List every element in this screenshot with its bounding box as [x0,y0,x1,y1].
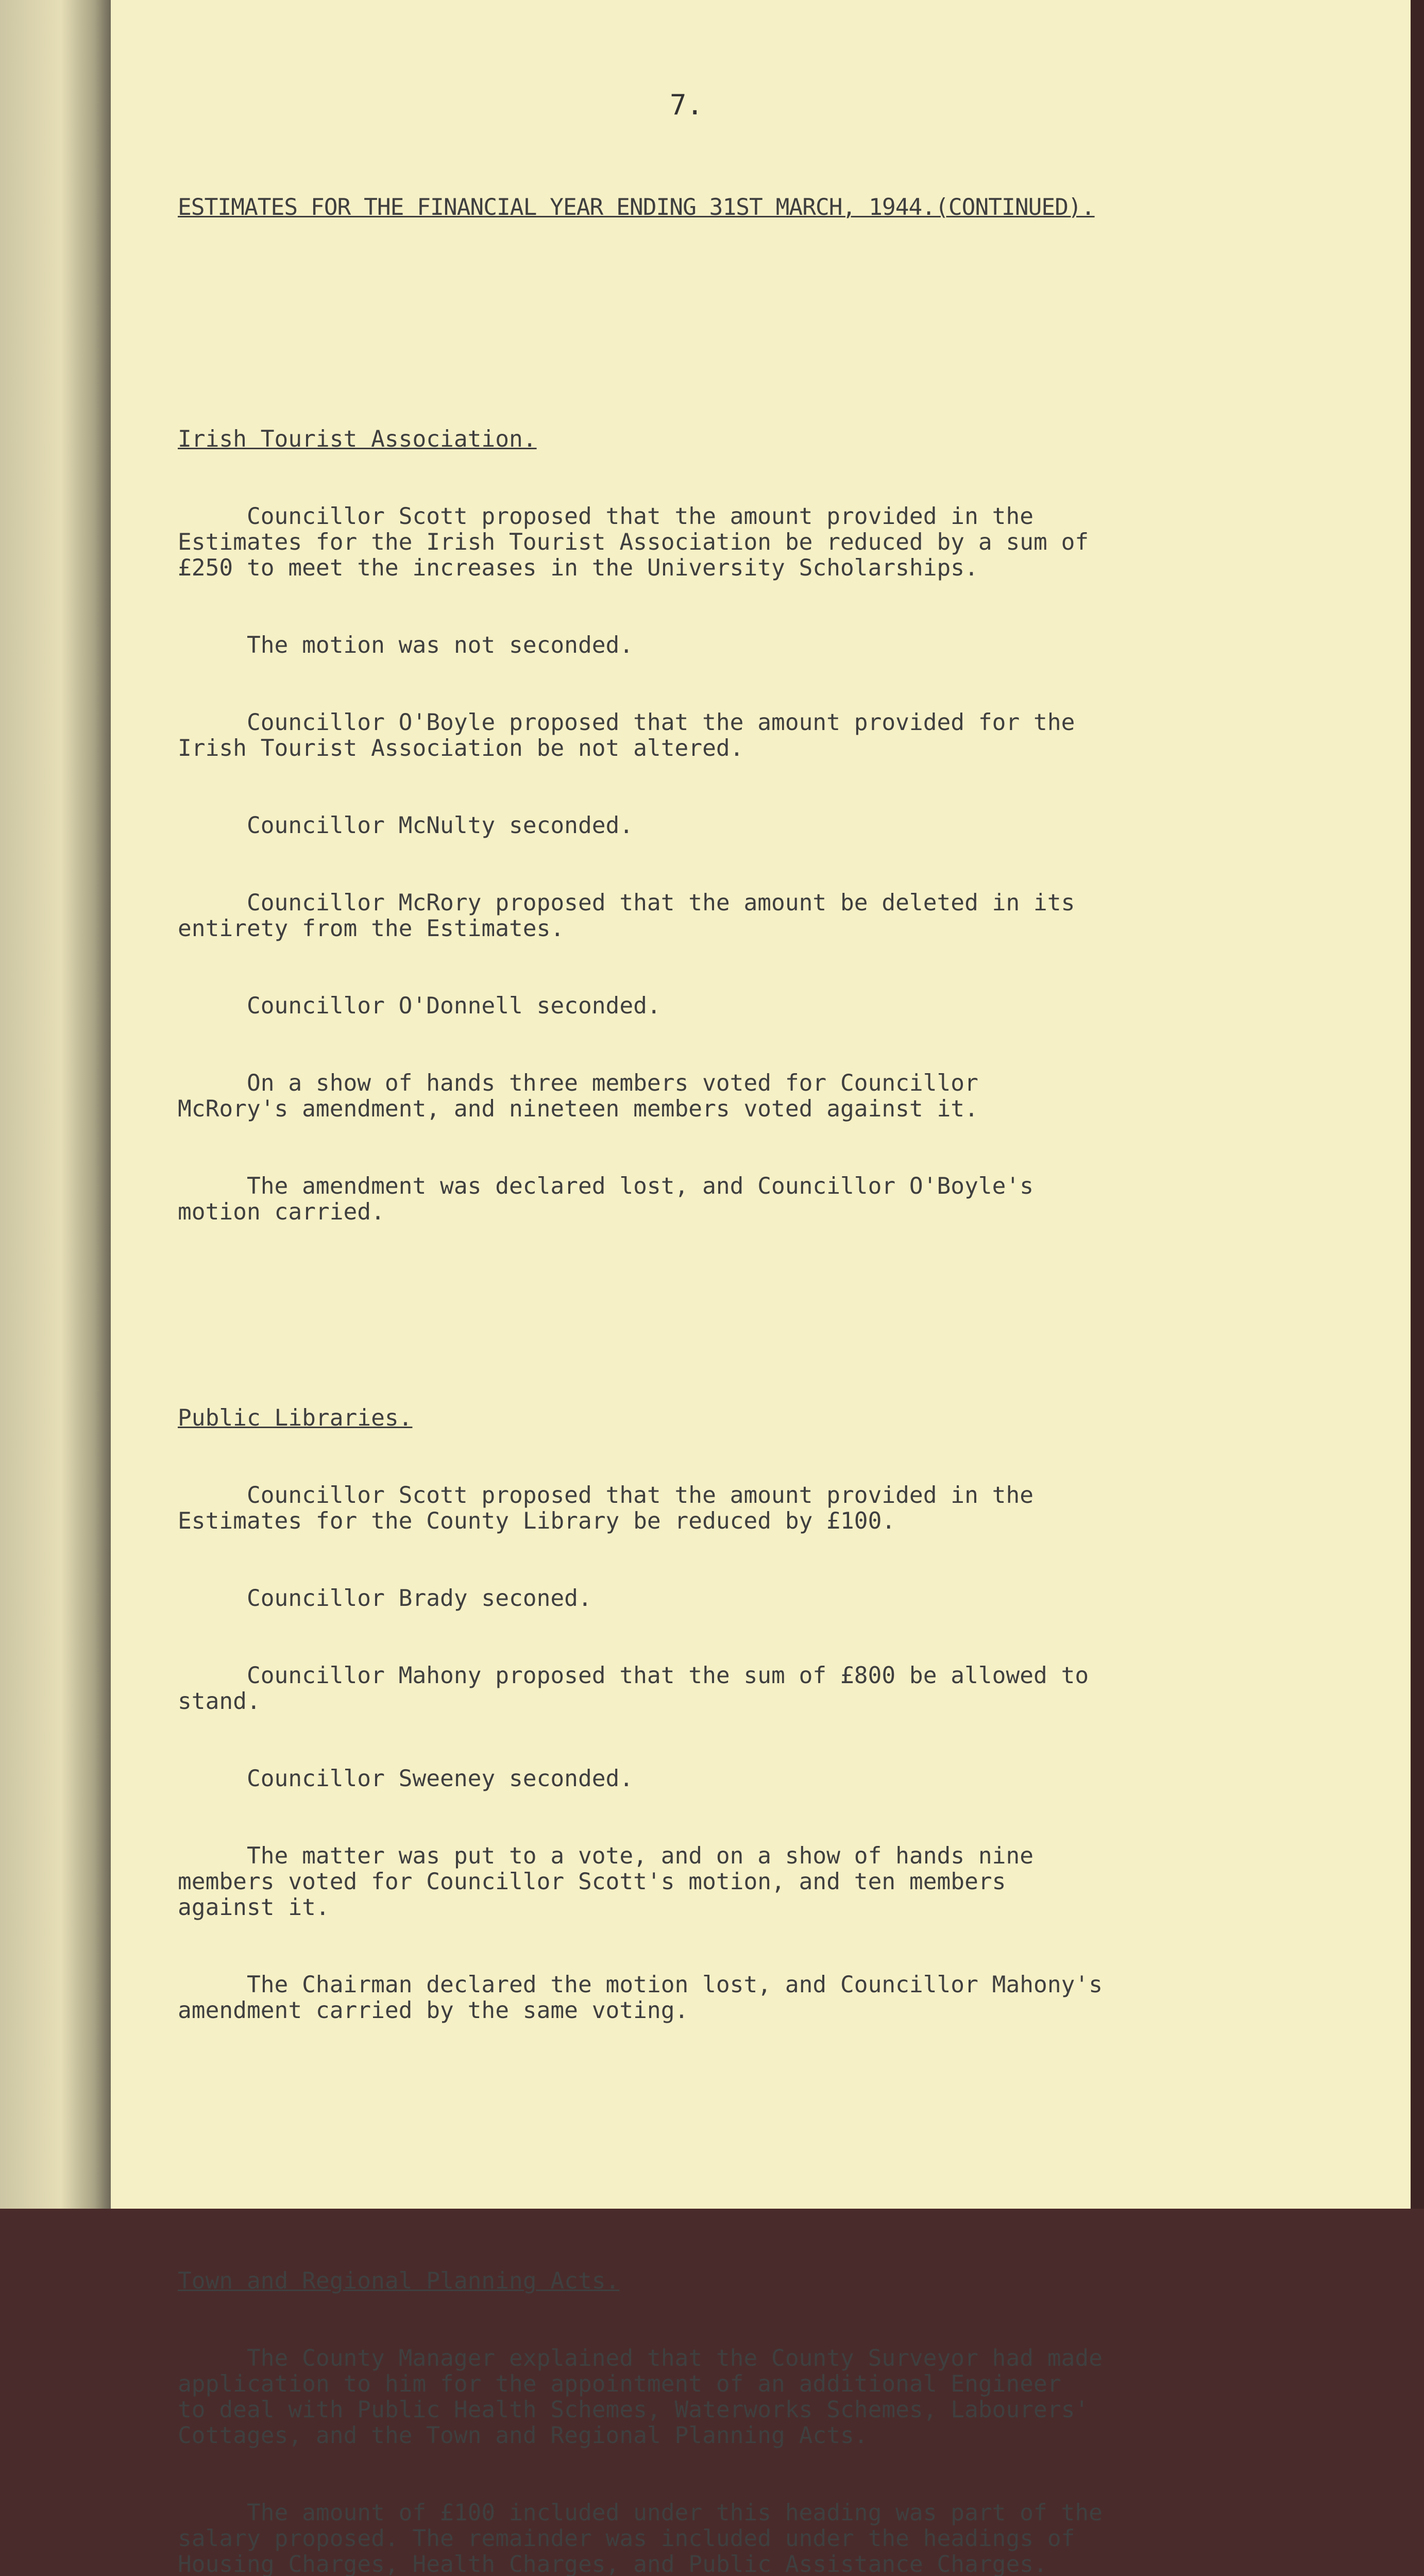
paragraph: Councillor Mahony proposed that the sum of £800 be allowed to stand. [178,1663,1089,1715]
paragraph: The matter was put to a vote, and on a show of hands nine members voted for Councillor Scott's motion, and ten members against it. [178,1843,1034,1921]
binding-gutter [0,0,111,2209]
paragraph: The amendment was declared lost, and Councillor O'Boyle's motion carried. [178,1173,1034,1225]
paragraph: Councillor Sweeney seconded. [178,1766,634,1792]
paragraph: The amount of £100 included under this heading was part of the salary proposed. The remainder was included under the headings of Housing Charges, Health Charges, and Public Assistance Charges. [178,2500,1103,2576]
section-irish-tourist-association [178,375,1255,1277]
paragraph: The County Manager explained that the County Surveyor had made application to him for the appointment of an additional Engineer to deal with Public Health Schemes, Waterworks Schemes, Labourers' Cottages, and the Town and Regional Planning Acts. [178,2345,1103,2449]
document-body [178,143,1255,2576]
paragraph: On a show of hands three members voted for Councillor McRory's amendment, and nineteen members voted against it. [178,1070,978,1122]
section-public-libraries [178,1354,1255,2075]
paragraph: Councillor O'Boyle proposed that the amount provided for the Irish Tourist Association be not altered. [178,709,1075,761]
page-number: 7. [670,89,704,121]
paragraph: Councillor McRory proposed that the amount be deleted in its entirety from the Estimates. [178,890,1075,942]
paragraph: Councillor Scott proposed that the amount provided in the Estimates for the County Library be reduced by £100. [178,1482,1034,1534]
background-edge [1411,0,1424,2209]
paragraph: The motion was not seconded. [178,632,634,658]
section-town-regional-planning [178,2217,1255,2576]
section-heading: Town and Regional Planning Acts. [178,2268,620,2294]
paragraph: Councillor Brady seconed. [178,1585,592,1612]
paragraph: The Chairman declared the motion lost, and Councillor Mahony's amendment carried by the same voting. [178,1972,1103,2024]
paragraph: Councillor O'Donnell seconded. [178,993,661,1019]
paragraph: Councillor Scott proposed that the amount provided in the Estimates for the Irish Tourist Association be reduced by a sum of £250 to meet the increases in the University Scholarships. [178,503,1089,581]
section-heading: Irish Tourist Association. [178,426,537,452]
main-heading: ESTIMATES FOR THE FINANCIAL YEAR ENDING 31ST MARCH, 1944.(CONTINUED). [178,194,1095,221]
paragraph: Councillor McNulty seconded. [178,812,634,839]
section-heading: Public Libraries. [178,1405,413,1431]
